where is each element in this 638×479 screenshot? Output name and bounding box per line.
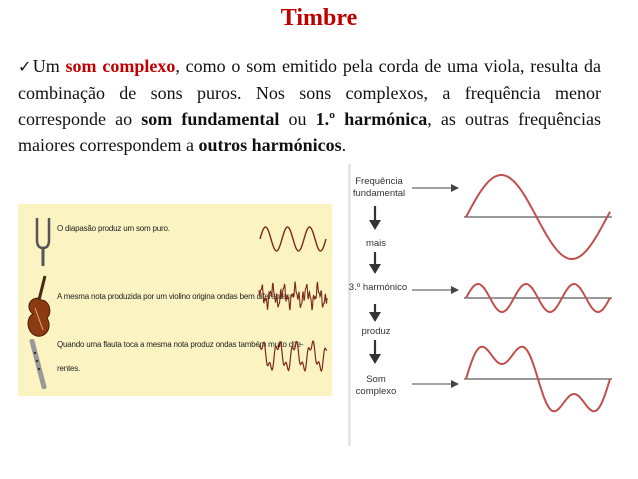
harmonics-figure — [348, 164, 616, 446]
flute-wave — [258, 334, 328, 378]
flute-caption-line2: rentes. — [57, 364, 81, 373]
flute-icon — [28, 339, 50, 389]
term-som-complexo: som complexo — [65, 56, 176, 76]
label-produz: produz — [361, 326, 391, 337]
down-arrows — [369, 206, 381, 364]
label-mais: mais — [365, 238, 387, 249]
violin-caption: A mesma nota produzida por um violino origina ondas bem diferentes. — [57, 292, 292, 301]
text-segment: , como o som emitido pela corda de uma viola, resulta da combinação de sons puros. Nos sons complexos, a frequência menor corresponde ao — [18, 56, 602, 129]
violin-icon — [23, 274, 55, 346]
tuning-fork-icon — [32, 216, 54, 268]
checkmark-icon: ✓ — [18, 57, 33, 76]
pure-wave — [258, 222, 328, 256]
label-frequencia: Frequência — [355, 176, 403, 187]
flute-caption-line1: Quando uma flauta toca a mesma nota produz ondas também muito dife- — [57, 340, 304, 349]
label-som: Som — [366, 374, 386, 385]
label-complexo: complexo — [355, 386, 397, 397]
body-paragraph — [18, 53, 601, 158]
label-fundamental: fundamental — [352, 188, 406, 199]
label-harmonico: 3.º harmónico — [348, 282, 408, 293]
slide-title: Timbre — [280, 5, 358, 31]
term-primeira-harmonica: 1.º harmónica — [315, 109, 428, 129]
harmonics-diagram — [348, 164, 616, 446]
violin-wave — [258, 276, 328, 316]
instruments-figure — [18, 204, 332, 396]
text-segment: . — [341, 135, 347, 155]
text-segment: , as outras frequências maiores correspondem a — [18, 109, 602, 155]
term-outros-harmonicos: outros harmónicos — [198, 135, 342, 155]
text-segment: Um — [32, 56, 66, 76]
text-segment: ou — [279, 109, 316, 129]
tuning-fork-caption: O diapasão produz um som puro. — [57, 224, 170, 233]
term-som-fundamental: som fundamental — [141, 109, 280, 129]
